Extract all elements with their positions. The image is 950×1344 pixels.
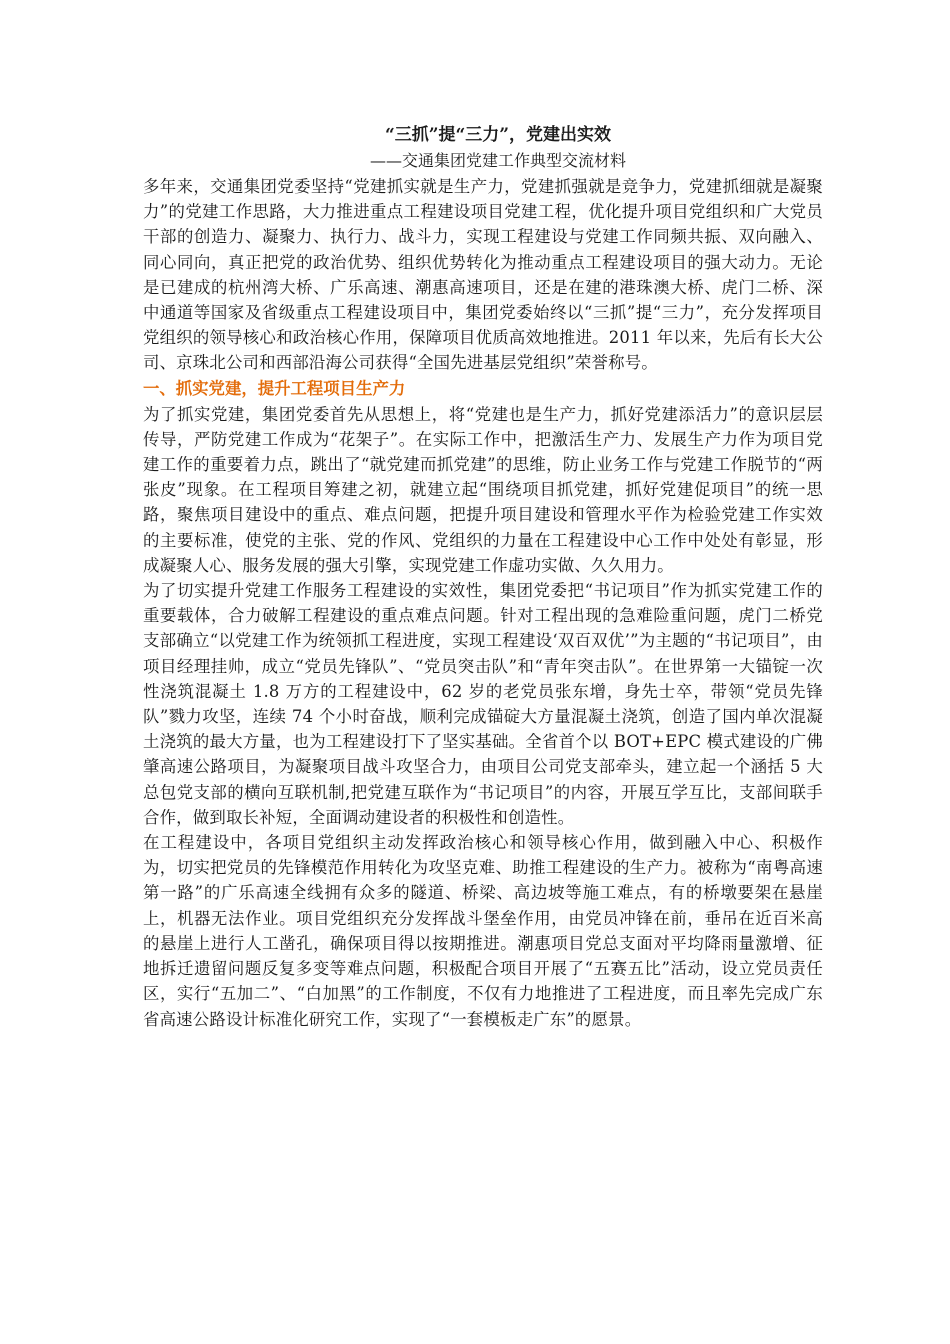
section-heading: 一、抓实党建，提升工程项目生产力 bbox=[143, 378, 406, 398]
body-paragraph: 为了抓实党建，集团党委首先从思想上，将“党建也是生产力，抓好党建添活力”的意识层层传导，严防党建工作成为“花架子”。在实际工作中，把激活生产力、发展生产力作为项目党建工作的重要着力点，跳出了“就党建而抓党建”的思维，防止业务工作与党建工作脱节的“两张皮”现象。在工程项目筹建之初，就建立起“围绕项目抓党建，抓好党建促项目”的统一思路，聚焦项目建设中的重点、难点问题，把提升项目建设和管理水平作为检验党建工作实效的主要标准，使党的主张、党的作风、党组织的力量在工程建设中心工作中处处有彰显，形成凝聚人心、服务发展的强大引擎，实现党建工作虚功实做、久久用力。 bbox=[143, 404, 823, 575]
document-page bbox=[143, 122, 823, 1032]
document-title: “三抓”提“三力”，党建出实效 bbox=[384, 125, 612, 145]
intro-paragraph: 多年来，交通集团党委坚持“党建抓实就是生产力，党建抓强就是竞争力，党建抓细就是凝聚力”的党建工作思路，大力推进重点工程建设项目党建工程，优化提升项目党组织和广大党员干部的创造力、凝聚力、执行力、战斗力，实现工程建设与党建工作同频共振、双向融入、同心同向，真正把党的政治优势、组织优势转化为推动重点工程建设项目的强大动力。无论是已建成的杭州湾大桥、广乐高速、潮惠高速项目，还是在建的港珠澳大桥、虎门二桥、深中通道等国家及省级重点工程建设项目中，集团党委始终以“三抓”提“三力”，充分发挥项目党组织的领导核心和政治核心作用，保障项目优质高效地推进。2011 年以来，先后有长大公司、京珠北公司和西部沿海公司获得“全国先进基层党组织”荣誉称号。 bbox=[143, 177, 823, 373]
document-subtitle: ——交通集团党建工作典型交流材料 bbox=[369, 151, 626, 170]
body-paragraph: 在工程建设中，各项目党组织主动发挥政治核心和领导核心作用，做到融入中心、积极作为，切实把党员的先锋模范作用转化为攻坚克难、助推工程建设的生产力。被称为“南粤高速第一路”的广乐高速全线拥有众多的隧道、桥梁、高边坡等施工难点，有的桥墩要架在悬崖上，机器无法作业。项目党组织充分发挥战斗堡垒作用，由党员冲锋在前，垂吊在近百米高的悬崖上进行人工凿孔，确保项目得以按期推进。潮惠项目党总支面对平均降雨量激增、征地拆迁遗留问题反复多变等难点问题，积极配合项目开展了“五赛五比”活动，设立党员责任区，实行“五加二”、“白加黑”的工作制度，不仅有力地推进了工程进度，而且率先完成广东省高速公路设计标准化研究工作，实现了“一套模板走广东”的愿景。 bbox=[143, 833, 823, 1029]
body-paragraph: 为了切实提升党建工作服务工程建设的实效性，集团党委把“书记项目”作为抓实党建工作的重要载体，合力破解工程建设的重点难点问题。针对工程出现的急难险重问题，虎门二桥党支部确立“以党建工作为统领抓工程进度，实现工程建设‘双百双优’”为主题的“书记项目”，由项目经理挂帅，成立“党员先锋队”、“党员突击队”和“青年突击队”。在世界第一大锚锭一次性浇筑混凝土 1.8 万方的工程建设中，62 岁的老党员张东增，身先士卒，带领“党员先锋队”戮力攻坚，连续 74 个小时奋战，顺利完成锚碇大方量混凝土浇筑，创造了国内单次混凝土浇筑的最大方量，也为工程建设打下了坚实基础。全省首个以 BOT+EPC 模式建设的广佛肇高速公路项目，为凝聚项目战斗攻坚合力，由项目公司党支部牵头，建立起一个涵括 5 大总包党支部的横向互联机制,把党建互联作为“书记项目”的内容，开展互学互比，支部间联手合作，做到取长补短，全面调动建设者的积极性和创造性。 bbox=[143, 581, 823, 827]
